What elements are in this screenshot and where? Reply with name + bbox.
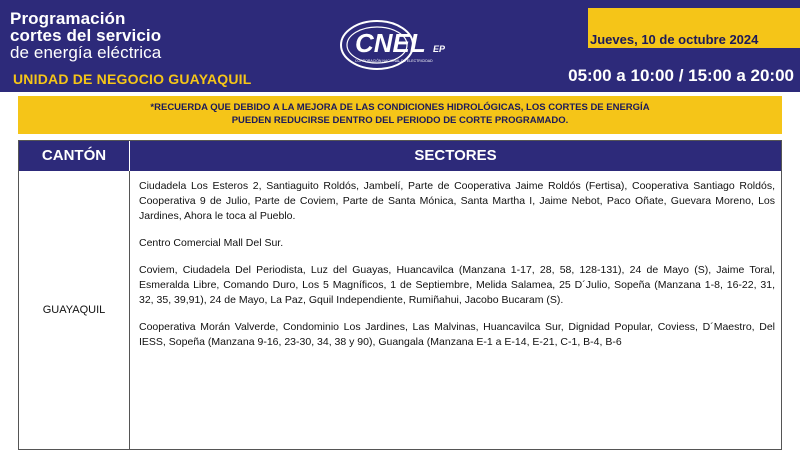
outage-hours: 05:00 a 10:00 / 15:00 a 20:00 <box>568 66 794 85</box>
outage-table <box>18 140 782 450</box>
title-line-1: Programación <box>10 9 126 28</box>
column-divider <box>129 171 130 449</box>
logo-wordmark: CNEL <box>355 28 426 58</box>
program-title <box>10 10 161 61</box>
sector-paragraph: Ciudadela Los Esteros 2, Santiaguito Roldós, Jambelí, Parte de Cooperativa Jaime Roldós (Fertisa), Cooperativa Santiago Roldós, Cooperativa 9 de Julio, Parte de Coviem, Parte de Santa Mónica, Santa Martha I, Jaime Nebot, Paco Oñate, Guevara Moreno, Los Jardines, Ahora le toca al Pueblo. <box>139 180 775 222</box>
hydrology-notice <box>18 96 782 134</box>
sector-paragraph: Coviem, Ciudadela Del Periodista, Luz del Guayas, Huancavilca (Manzana 1-17, 28, 58, 128-131), 24 de Mayo (S), Jaime Toral, Esmeralda Libre, Comando Duro, Los 5 Magníficos, 1 de Septiembre, Melida Salamea, 25 D´Julio, Sopeña (Manzana 1-8, 16-22, 31, 32, 35, 39,91), 24 de Mayo, La Paz, Gquil Independiente, Rumiñahui, Jacobo Bucaram (S). <box>139 264 775 306</box>
sectores-cell <box>139 179 775 362</box>
title-line-3: de energía eléctrica <box>10 43 162 62</box>
cnel-logo <box>333 12 493 78</box>
title-line-2: cortes del servicio <box>10 26 162 45</box>
header-sectores: SECTORES <box>129 141 781 171</box>
sector-paragraph: Centro Comercial Mall Del Sur. <box>139 237 284 249</box>
schedule-date: Jueves, 10 de octubre 2024 <box>590 32 759 47</box>
notice-line-1: *RECUERDA QUE DEBIDO A LA MEJORA DE LAS CONDICIONES HIDROLÓGICAS, LOS CORTES DE ENERGÍA <box>150 102 650 113</box>
header-canton: CANTÓN <box>41 147 107 164</box>
logo-subtitle: CORPORACIÓN NACIONAL DE ELECTRICIDAD <box>355 59 433 63</box>
table-header <box>19 141 781 171</box>
notice-line-2: PUEDEN REDUCIRSE DENTRO DEL PERIODO DE CORTE PROGRAMADO. <box>231 115 569 126</box>
business-unit-label: UNIDAD DE NEGOCIO GUAYAQUIL <box>13 71 252 87</box>
canton-cell <box>19 171 129 449</box>
sector-paragraph: Cooperativa Morán Valverde, Condominio Los Jardines, Las Malvinas, Huancavilca Sur, Dignidad Popular, Coviess, D´Maestro, Del IESS, Sopeña (Manzana 9-16, 23-30, 34, 38 y 90), Guangala (Manzana E-1 a E-14, E-21, C-1, B-4, B-6 <box>139 321 775 348</box>
logo-suffix: EP <box>433 44 446 54</box>
canton-name: GUAYAQUIL <box>42 304 106 316</box>
